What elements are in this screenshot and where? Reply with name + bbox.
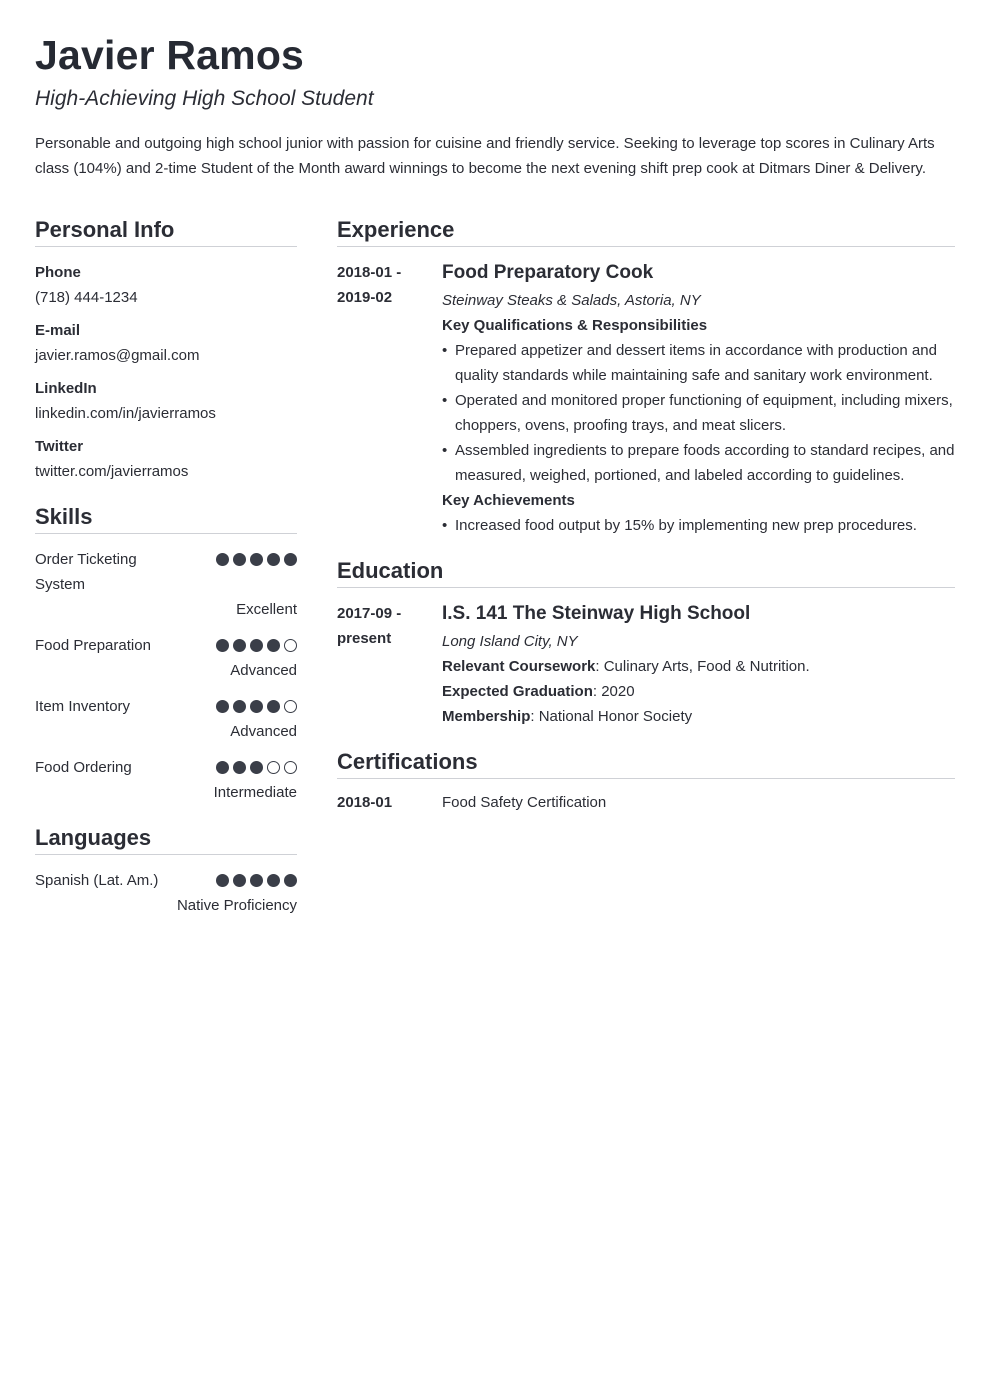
job-title: Food Preparatory Cook	[442, 262, 654, 283]
phone-label: Phone	[35, 264, 81, 281]
education-title: Education	[337, 557, 955, 588]
empty-dot-icon	[284, 639, 297, 652]
experience-entry	[337, 260, 955, 538]
skill-item	[35, 694, 297, 744]
language-item	[35, 868, 297, 918]
detail-key: Relevant Coursework	[442, 658, 596, 675]
filled-dot-icon	[284, 553, 297, 566]
filled-dot-icon	[216, 553, 229, 566]
achievements-list	[442, 513, 955, 538]
filled-dot-icon	[267, 639, 280, 652]
filled-dot-icon	[233, 761, 246, 774]
skill-rating-dots	[216, 755, 297, 780]
twitter-value: twitter.com/javierramos	[35, 463, 189, 480]
candidate-subtitle: High-Achieving High School Student	[35, 87, 374, 110]
experience-section	[337, 216, 955, 538]
twitter-label: Twitter	[35, 438, 84, 455]
certifications-section	[337, 748, 955, 815]
filled-dot-icon	[250, 639, 263, 652]
achievements-heading: Key Achievements	[442, 492, 575, 509]
right-column	[337, 216, 955, 834]
skill-level: Excellent	[236, 601, 297, 618]
education-date-end: present	[337, 630, 392, 647]
left-column	[35, 216, 297, 937]
languages-section	[35, 824, 297, 918]
skill-name: Item Inventory	[35, 698, 131, 715]
resume-page	[35, 30, 955, 914]
personal-info-title: Personal Info	[35, 216, 297, 247]
skill-name: Food Ordering	[35, 759, 132, 776]
skills-section	[35, 503, 297, 805]
filled-dot-icon	[250, 553, 263, 566]
language-level: Native Proficiency	[176, 897, 297, 914]
education-date-start: 2017-09 -	[337, 605, 402, 622]
school-name: I.S. 141 The Steinway High School	[442, 603, 751, 624]
skill-rating-dots	[216, 694, 297, 719]
detail-value: : Culinary Arts, Food & Nutrition.	[595, 658, 810, 675]
qualifications-list	[442, 338, 955, 488]
filled-dot-icon	[233, 639, 246, 652]
filled-dot-icon	[216, 761, 229, 774]
experience-date-end: 2019-02	[337, 289, 393, 306]
certifications-title: Certifications	[337, 748, 955, 779]
certification-entry	[337, 790, 955, 815]
education-detail	[442, 679, 955, 704]
education-section	[337, 557, 955, 729]
filled-dot-icon	[250, 874, 263, 887]
language-rating-dots	[216, 868, 297, 893]
filled-dot-icon	[216, 639, 229, 652]
skill-item	[35, 547, 297, 622]
experience-body	[442, 260, 955, 538]
languages-title: Languages	[35, 824, 297, 855]
linkedin-value: linkedin.com/in/javierramos	[35, 405, 216, 422]
detail-value: : National Honor Society	[530, 708, 693, 725]
filled-dot-icon	[216, 700, 229, 713]
empty-dot-icon	[267, 761, 280, 774]
detail-key: Expected Graduation	[442, 683, 593, 700]
education-dates	[337, 601, 442, 729]
filled-dot-icon	[267, 874, 280, 887]
list-item: • Operated and monitored proper functioning of equipment, including mixers, choppers, ovens, proofing trays, and meat slicers.	[442, 388, 955, 438]
list-item: • Prepared appetizer and dessert items in accordance with production and quality standards while maintaining safe and sanitary work environment.	[442, 338, 955, 388]
skill-level: Advanced	[230, 723, 297, 740]
skill-rating-dots	[216, 547, 297, 597]
detail-value: : 2020	[592, 683, 635, 700]
detail-key: Membership	[442, 708, 531, 725]
education-body	[442, 601, 955, 729]
personal-info-section	[35, 216, 297, 484]
candidate-name: Javier Ramos	[35, 32, 305, 78]
list-item: • Increased food output by 15% by implementing new prep procedures.	[442, 513, 955, 538]
language-name: Spanish (Lat. Am.)	[35, 872, 159, 889]
empty-dot-icon	[284, 761, 297, 774]
skill-name: Food Preparation	[35, 637, 151, 654]
experience-date-start: 2018-01 -	[337, 264, 402, 281]
certification-date: 2018-01	[337, 794, 393, 811]
filled-dot-icon	[284, 874, 297, 887]
skill-item	[35, 755, 297, 805]
summary-text: Personable and outgoing high school junior with passion for cuisine and friendly service. Seeking to leverage top scores in Culinary Arts class (104%) and 2-time Student of the Month award winnings to become the next evening shift prep cook at Ditmars Diner & Delivery.	[35, 135, 935, 177]
education-detail	[442, 654, 955, 679]
filled-dot-icon	[267, 553, 280, 566]
education-detail	[442, 704, 955, 729]
list-item: • Assembled ingredients to prepare foods according to standard recipes, and measured, weighed, portioned, and labeled according to guidelines.	[442, 438, 955, 488]
skill-level: Intermediate	[213, 784, 297, 801]
linkedin-label: LinkedIn	[35, 380, 97, 397]
school-location: Long Island City, NY	[442, 633, 578, 650]
filled-dot-icon	[233, 553, 246, 566]
education-entry	[337, 601, 955, 729]
filled-dot-icon	[250, 761, 263, 774]
skills-title: Skills	[35, 503, 297, 534]
skill-name: Order Ticketing System	[35, 551, 137, 593]
experience-title: Experience	[337, 216, 955, 247]
skill-item	[35, 633, 297, 683]
empty-dot-icon	[284, 700, 297, 713]
phone-value: (718) 444-1234	[35, 289, 138, 306]
email-value: javier.ramos@gmail.com	[35, 347, 200, 364]
filled-dot-icon	[267, 700, 280, 713]
certification-name: Food Safety Certification	[442, 794, 607, 811]
employer: Steinway Steaks & Salads, Astoria, NY	[442, 292, 701, 309]
email-label: E-mail	[35, 322, 81, 339]
filled-dot-icon	[233, 874, 246, 887]
filled-dot-icon	[216, 874, 229, 887]
skill-level: Advanced	[230, 662, 297, 679]
experience-dates	[337, 260, 442, 538]
qualifications-heading: Key Qualifications & Responsibilities	[442, 317, 708, 334]
filled-dot-icon	[250, 700, 263, 713]
filled-dot-icon	[233, 700, 246, 713]
skill-rating-dots	[216, 633, 297, 658]
